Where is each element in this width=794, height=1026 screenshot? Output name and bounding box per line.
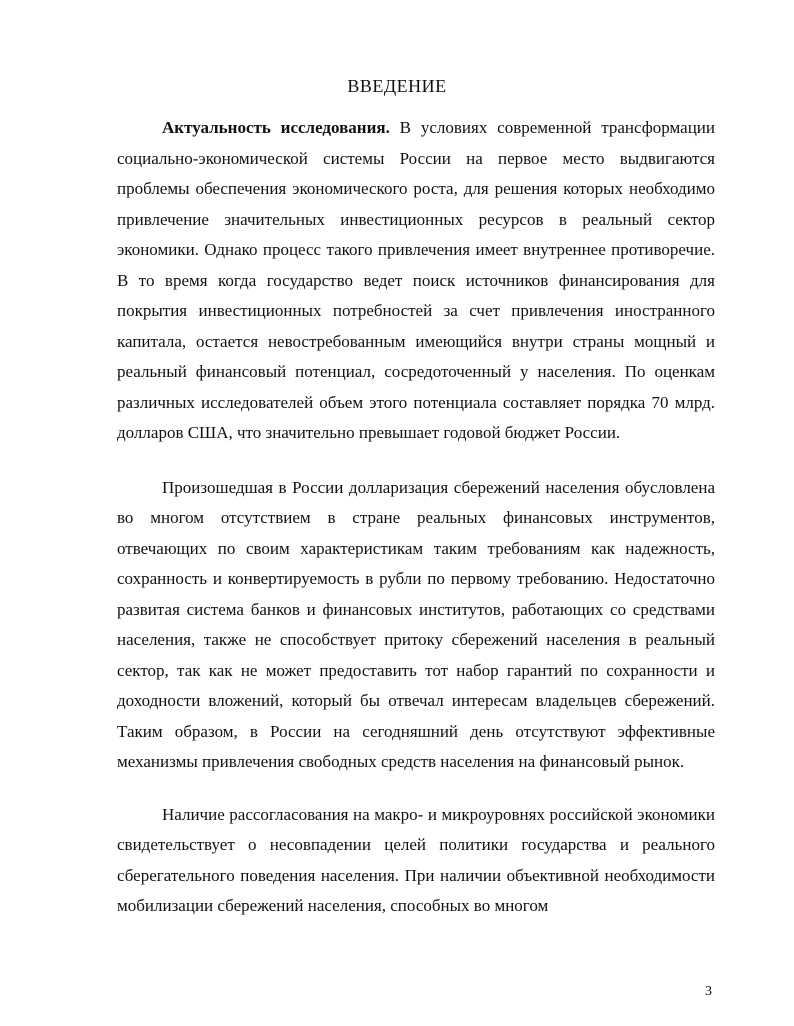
paragraph-relevance [117,113,715,449]
paragraph-dollarization: Произошедшая в России долларизация сбережений населения обусловлена во многом отсутствием в стране реальных финансовых инструментов, отвечающих по своим характеристикам таким требованиям как надежность, сохранность и конвертируемость в рубли по первому требованию. Недостаточно развитая система банков и финансовых институтов, работающих со средствами населения, также не способствует притоку сбережений населения в реальный сектор, так как не может предоставить тот набор гарантий по сохранности и доходности вложений, который бы отвечал интересам владельцев сбережений. Таким образом, в России на сегодняшний день отсутствуют эффективные механизмы привлечения свободных средств населения на финансовый рынок. [117,477,715,771]
page-title: ВВЕДЕНИЕ [347,76,447,96]
paragraph-text: В условиях современной трансформации социально-экономической системы России на первое место выдвигаются проблемы обеспечения экономического роста, для решения которых необходимо привлечение значительных инвестиционных ресурсов в реальный сектор экономики. Однако процесс такого привлечения имеет внутреннее противоречие. В то время когда государство ведет поиск источников финансирования для покрытия инвестиционных потребностей за счет привлечения иностранного капитала, остается невостребованным имеющийся внутри страны мощный и реальный финансовый потенциал, сосредоточенный у населения. По оценкам различных исследователей объем этого потенциала составляет порядка 70 млрд. долларов США, что значительно превышает годовой бюджет России. [117,118,715,442]
body-text [117,113,715,944]
paragraph-lead: Актуальность исследования. [162,118,390,137]
page-number: 3 [705,984,712,999]
paragraph-mismatch: Наличие рассогласования на макро- и микроуровнях российской экономики свидетельствует о несовпадении целей политики государства и реального сберегательного поведения населения. При наличии объективной необходимости мобилизации сбережений населения, способных во многом [117,804,715,915]
